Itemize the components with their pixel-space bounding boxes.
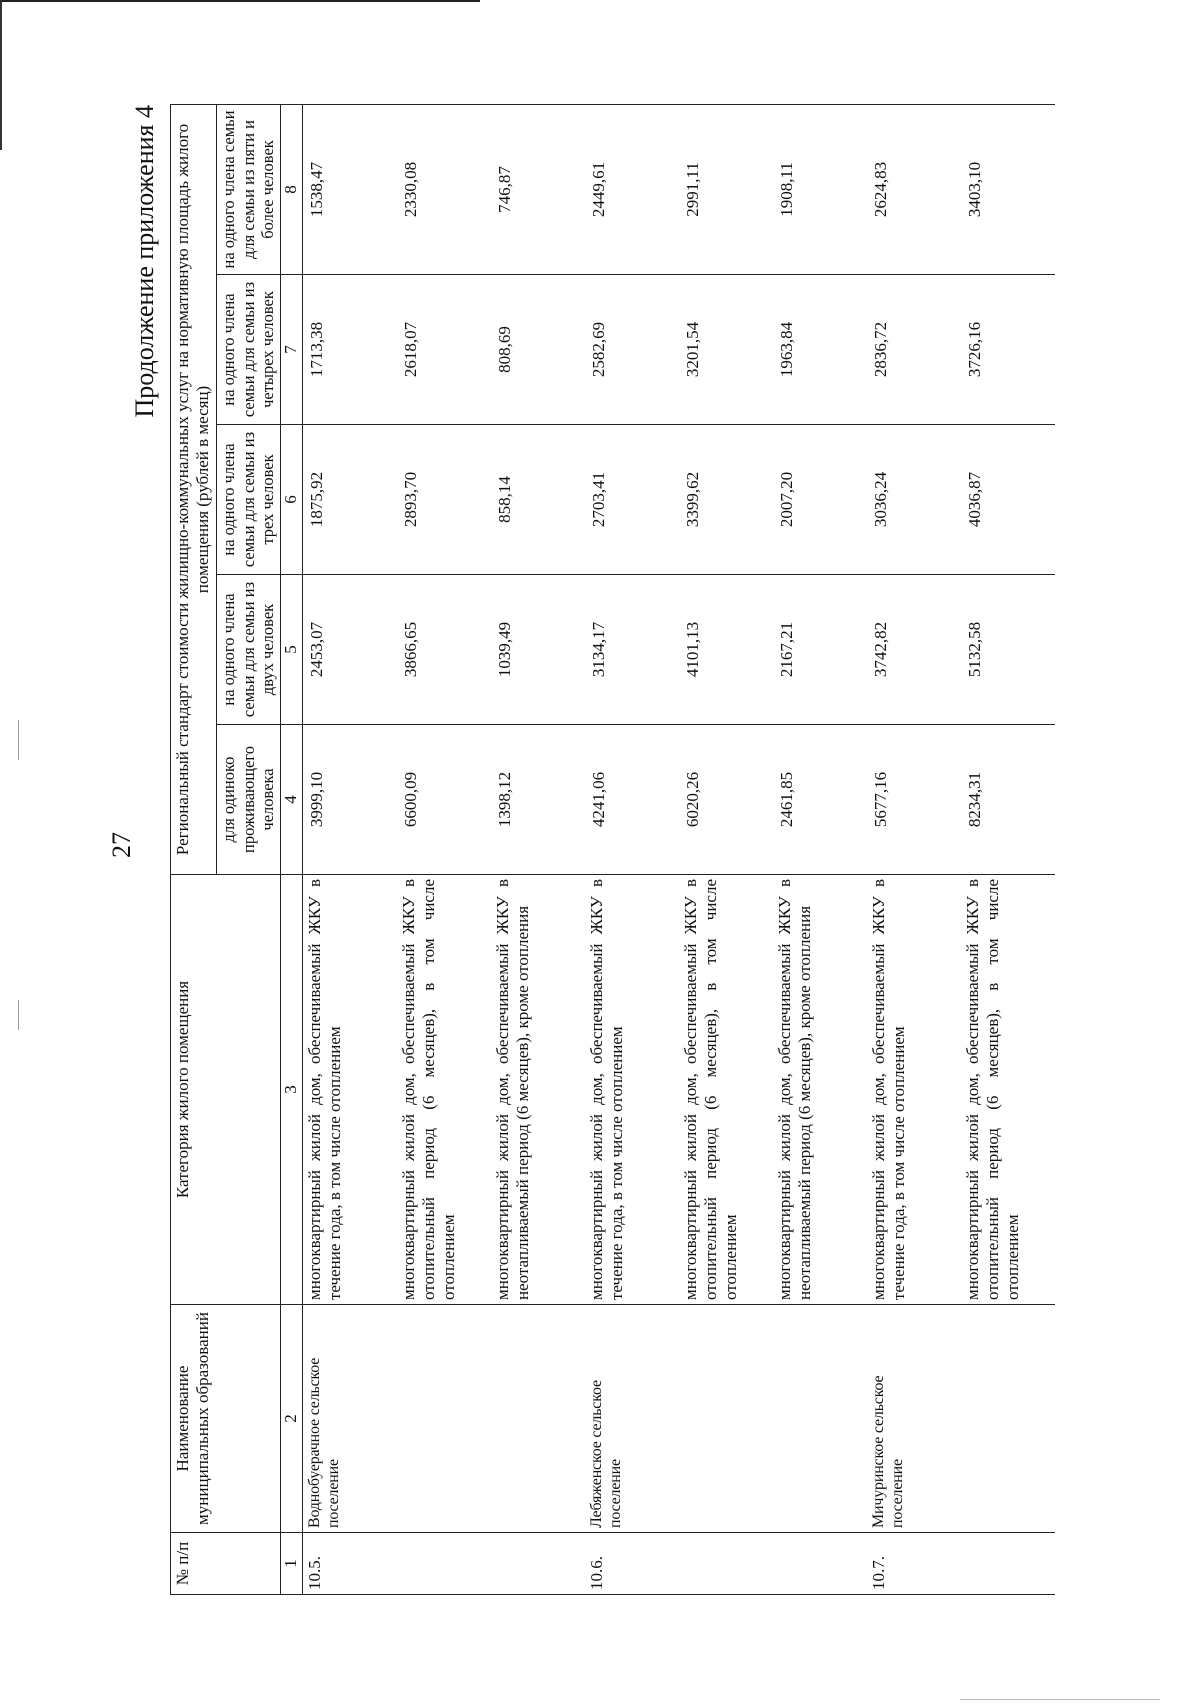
value-family-3: 858,14 [491,425,585,575]
value-family-5plus: 3403,10 [961,104,1055,274]
housing-category: многоквартирный жилой дом, обеспечиваемый ЖКУ в течение года, в том числе отоплением [585,875,679,1305]
header-family-2: на одного члена семьи для семьи из двух человек [216,575,280,725]
row-number [397,1533,491,1595]
municipality-name: Мичуринское сельское поселение [867,1305,961,1533]
table-row [585,104,679,1594]
column-number: 4 [281,725,302,875]
value-family-2: 3742,82 [867,575,961,725]
value-family-5plus: 2449,61 [585,104,679,274]
value-family-2: 2167,21 [773,575,867,725]
row-number: 10.6. [585,1533,679,1595]
municipality-name [491,1305,585,1533]
value-family-4: 2582,69 [585,275,679,425]
municipality-name: Лебяженское сельское поселение [585,1305,679,1533]
value-family-5plus: 2991,11 [679,104,773,274]
value-family-3: 2893,70 [397,425,491,575]
column-number: 6 [281,425,302,575]
scan-edge-top [0,0,480,2]
value-single: 6020,26 [679,725,773,875]
table-row [302,104,397,1594]
continuation-title: Продолжение приложения 4 [130,105,159,418]
header-category: Категория жилого помещения [171,875,281,1305]
tariff-table [170,104,1055,1595]
column-number: 3 [281,875,302,1305]
rotated-document [130,95,1170,1595]
value-family-5plus: 1908,11 [773,104,867,274]
value-family-5plus: 2624,83 [867,104,961,274]
header-family-3: на одного члена семьи для семьи из трех человек [216,425,280,575]
value-family-3: 1875,92 [302,425,397,575]
row-number [961,1533,1055,1595]
table-row [491,104,585,1594]
value-family-3: 3399,62 [679,425,773,575]
value-family-4: 2836,72 [867,275,961,425]
value-family-2: 1039,49 [491,575,585,725]
value-family-4: 808,69 [491,275,585,425]
housing-category: многоквартирный жилой дом, обеспечиваемый ЖКУ в отопительный период (6 месяцев), в том числе отоплением [397,875,491,1305]
value-family-3: 4036,87 [961,425,1055,575]
value-family-2: 2453,07 [302,575,397,725]
value-family-4: 2618,07 [397,275,491,425]
table-row [773,104,867,1594]
row-number: 10.7. [867,1533,961,1595]
scan-mark [18,1000,19,1030]
housing-category: многоквартирный жилой дом, обеспечиваемый ЖКУ в течение года, в том числе отоплением [867,875,961,1305]
value-single: 3999,10 [302,725,397,875]
housing-category: многоквартирный жилой дом, обеспечиваемый ЖКУ в неотапливаемый период (6 месяцев), кроме отопления [491,875,585,1305]
housing-category: многоквартирный жилой дом, обеспечиваемый ЖКУ в отопительный период (6 месяцев), в том числе отоплением [679,875,773,1305]
value-single: 1398,12 [491,725,585,875]
header-municipality: Наименование муниципальных образований [171,1305,281,1533]
column-number: 1 [281,1533,302,1595]
value-family-3: 2703,41 [585,425,679,575]
header-family-5plus: на одного члена семьи для семьи из пяти и более человек [216,104,280,274]
municipality-name [961,1305,1055,1533]
row-number [773,1533,867,1595]
row-number: 10.5. [302,1533,397,1595]
header-family-4: на одного члена семьи для семьи из четырех человек [216,275,280,425]
value-family-4: 1963,84 [773,275,867,425]
table-row [397,104,491,1594]
municipality-name [397,1305,491,1533]
value-single: 2461,85 [773,725,867,875]
municipality-name: Воднобуерачное сельское поселение [302,1305,397,1533]
value-family-5plus: 2330,08 [397,104,491,274]
column-number-row [281,104,302,1594]
column-number: 7 [281,275,302,425]
column-number: 8 [281,104,302,274]
value-single: 4241,06 [585,725,679,875]
value-family-4: 1713,38 [302,275,397,425]
municipality-name [773,1305,867,1533]
table-row [961,104,1055,1594]
scan-edge-bottom [960,1699,1160,1700]
header-standard-group: Региональный стандарт стоимости жилищно-коммунальных услуг на нормативную площадь жилого помещения (рублей в месяц) [171,104,217,874]
housing-category: многоквартирный жилой дом, обеспечиваемый ЖКУ в течение года, в том числе отоплением [302,875,397,1305]
scan-mark [18,720,19,760]
housing-category: многоквартирный жилой дом, обеспечиваемый ЖКУ в отопительный период (6 месяцев), в том числе отоплением [961,875,1055,1305]
page-number: 27 [107,832,136,858]
housing-category: многоквартирный жилой дом, обеспечиваемый ЖКУ в неотапливаемый период (6 месяцев), кроме отопления [773,875,867,1305]
value-family-4: 3726,16 [961,275,1055,425]
table-row [867,104,961,1594]
header-single: для одиноко проживающего человека [216,725,280,875]
value-single: 5677,16 [867,725,961,875]
value-family-2: 5132,58 [961,575,1055,725]
table-row [679,104,773,1594]
column-number: 2 [281,1305,302,1533]
value-family-5plus: 1538,47 [302,104,397,274]
row-number [679,1533,773,1595]
value-single: 6600,09 [397,725,491,875]
value-family-2: 3866,65 [397,575,491,725]
scan-edge-left [0,0,2,150]
value-family-3: 2007,20 [773,425,867,575]
value-family-4: 3201,54 [679,275,773,425]
municipality-name [679,1305,773,1533]
value-family-2: 3134,17 [585,575,679,725]
column-number: 5 [281,575,302,725]
value-family-2: 4101,13 [679,575,773,725]
header-number: № п/п [171,1533,281,1595]
value-family-5plus: 746,87 [491,104,585,274]
row-number [491,1533,585,1595]
value-family-3: 3036,24 [867,425,961,575]
value-single: 8234,31 [961,725,1055,875]
